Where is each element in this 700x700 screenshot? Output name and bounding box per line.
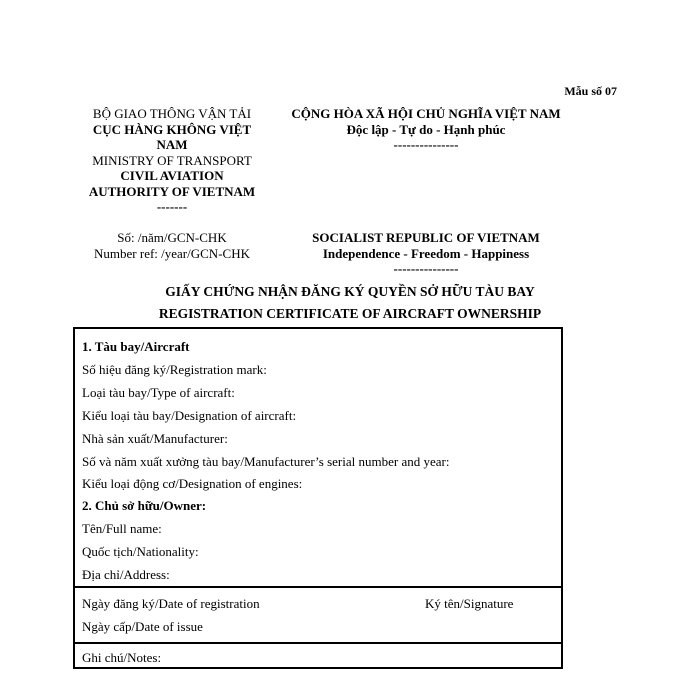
authority-name-en-line1: CIVIL AVIATION xyxy=(120,168,224,183)
nation-separator-en: --------------- xyxy=(393,261,459,276)
serial-year-field: Số và năm xuất xưởng tàu bay/Manufacturer’s serial number and year: xyxy=(82,454,450,469)
aircraft-owner-section xyxy=(75,329,561,588)
nation-name-en: SOCIALIST REPUBLIC OF VIETNAM xyxy=(312,230,540,245)
reference-number-en: Number ref: /year/GCN-CHK xyxy=(94,245,250,261)
certificate-title-vi: GIẤY CHỨNG NHẬN ĐĂNG KÝ QUYỀN SỞ HỮU TÀU BAY xyxy=(165,284,535,299)
nation-separator-vi: --------------- xyxy=(393,137,459,152)
signature-field: Ký tên/Signature xyxy=(425,596,514,611)
certificate-table xyxy=(73,327,563,669)
nation-header-en xyxy=(278,230,574,277)
registration-date-field: Ngày đăng ký/Date of registration xyxy=(82,596,260,611)
issue-date-field: Ngày cấp/Date of issue xyxy=(82,619,203,634)
owner-heading: 2. Chủ sở hữu/Owner: xyxy=(82,498,207,513)
nation-name-vi: CỘNG HÒA XÃ HỘI CHỦ NGHĨA VIỆT NAM xyxy=(291,106,561,121)
nation-motto-en: Independence - Freedom - Happiness xyxy=(322,245,530,261)
registration-section xyxy=(75,586,561,644)
ministry-header xyxy=(72,106,272,215)
nation-motto-vi: Độc lập - Tự do - Hạnh phúc xyxy=(346,121,506,137)
reference-number xyxy=(72,230,272,261)
registration-mark-field: Số hiệu đăng ký/Registration mark: xyxy=(82,362,267,377)
manufacturer-field: Nhà sản xuất/Manufacturer: xyxy=(82,431,228,446)
aircraft-designation-field: Kiểu loại tàu bay/Designation of aircraft: xyxy=(82,408,297,423)
aircraft-type-field: Loại tàu bay/Type of aircraft: xyxy=(82,385,235,400)
authority-name-vi-line2: NAM xyxy=(156,137,188,152)
ministry-separator: ------- xyxy=(156,199,188,214)
authority-name-vi-line1: CỤC HÀNG KHÔNG VIỆT xyxy=(92,121,252,137)
notes-section xyxy=(75,642,561,667)
owner-nationality-field: Quốc tịch/Nationality: xyxy=(82,544,199,559)
engines-field: Kiểu loại động cơ/Designation of engines: xyxy=(82,476,303,491)
ministry-name-vi: BỘ GIAO THÔNG VẬN TẢI xyxy=(92,106,252,121)
owner-address-field: Địa chỉ/Address: xyxy=(82,567,170,582)
reference-number-vi: Số: /năm/GCN-CHK xyxy=(117,230,227,245)
form-number: Mẫu số 07 xyxy=(564,84,617,98)
owner-name-field: Tên/Full name: xyxy=(82,521,162,536)
certificate-title-en: REGISTRATION CERTIFICATE OF AIRCRAFT OWNERSHIP xyxy=(158,306,542,321)
authority-name-en-line2: AUTHORITY OF VIETNAM xyxy=(88,183,256,199)
notes-field: Ghi chú/Notes: xyxy=(82,650,162,665)
nation-header-vi xyxy=(278,106,574,153)
ministry-name-en: MINISTRY OF TRANSPORT xyxy=(92,152,252,168)
aircraft-heading: 1. Tàu bay/Aircraft xyxy=(82,339,190,354)
